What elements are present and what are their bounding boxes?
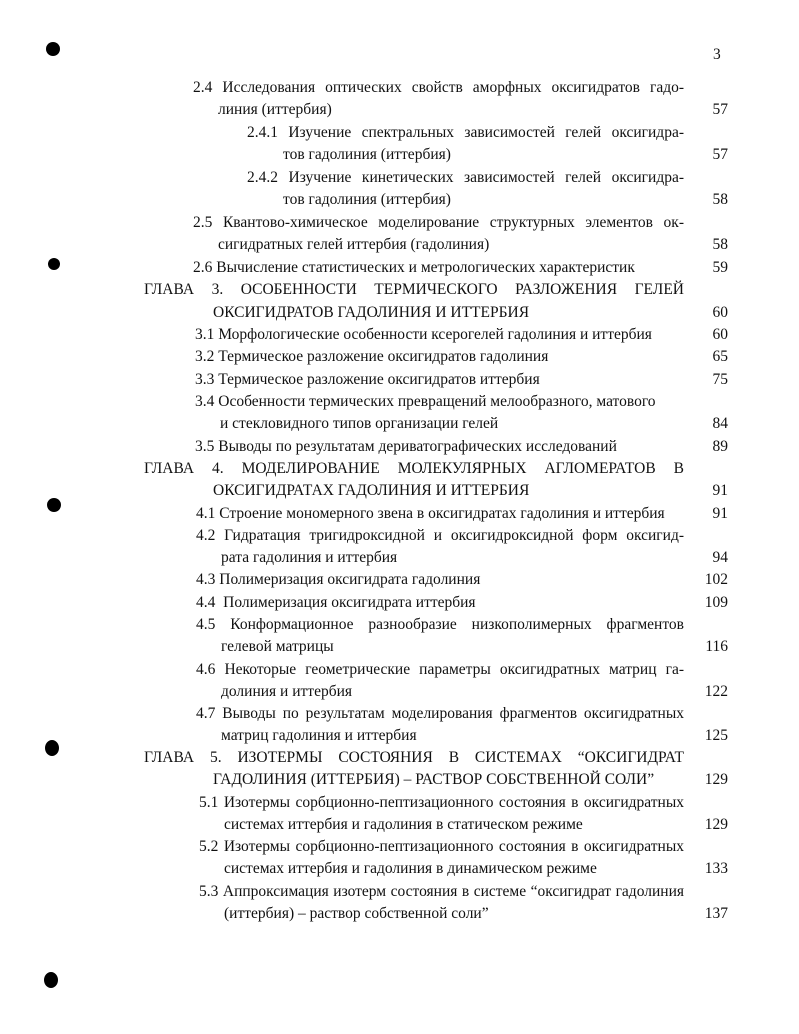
toc-entry-line: 3.2 Термическое разложение оксигидратов гадолиния bbox=[195, 348, 549, 365]
toc-chapter-line: ГЛАВА 4. МОДЕЛИРОВАНИЕ МОЛЕКУЛЯРНЫХ АГЛОМЕРАТОВ В bbox=[144, 460, 684, 477]
toc-entry-line: 5.3 Аппроксимация изотерм состояния в системе “оксигидрат гадолиния bbox=[199, 883, 684, 900]
toc-entry-line: и стекловидного типов организации гелей bbox=[220, 415, 499, 432]
toc-entry-line: 3.5 Выводы по результатам дериватографических исследований bbox=[195, 438, 617, 455]
toc-page-number: 75 bbox=[712, 371, 728, 388]
toc-entry-line: линия (иттербия) bbox=[218, 101, 332, 118]
toc-page-number: 109 bbox=[704, 594, 728, 611]
toc-entry-line: долиния и иттербия bbox=[221, 683, 353, 700]
toc-chapter-line: ГЛАВА 5. ИЗОТЕРМЫ СОСТОЯНИЯ В СИСТЕМАХ “ОКСИГИДРАТ bbox=[144, 749, 684, 766]
toc-chapter-line: ОКСИГИДРАТОВ ГАДОЛИНИЯ И ИТТЕРБИЯ bbox=[213, 304, 530, 321]
toc-entry-line: 5.2 Изотермы сорбционно-пептизационного состояния в оксигидратных bbox=[199, 838, 684, 855]
toc-page-number: 137 bbox=[704, 905, 728, 922]
toc-page-number: 94 bbox=[712, 549, 728, 566]
toc-page-number: 122 bbox=[704, 683, 728, 700]
toc-page-number: 60 bbox=[712, 304, 728, 321]
toc-page-number: 57 bbox=[712, 146, 728, 163]
toc-entry-line: 4.3 Полимеризация оксигидрата гадолиния bbox=[196, 571, 481, 588]
binding-hole-mark bbox=[45, 740, 59, 756]
toc-entry-line: (иттербия) – раствор собственной соли” bbox=[224, 905, 489, 922]
toc-page-number: 84 bbox=[712, 415, 728, 432]
toc-page-number: 58 bbox=[712, 191, 728, 208]
toc-entry-line: 4.7 Выводы по результатам моделирования фрагментов оксигидратных bbox=[196, 705, 684, 722]
toc-page-number: 102 bbox=[704, 571, 728, 588]
toc-entry-line: 3.4 Особенности термических превращений мелообразного, матового bbox=[195, 393, 656, 410]
toc-entry-line: 4.2 Гидратация тригидроксидной и оксигидроксидной форм оксигид- bbox=[196, 527, 684, 544]
toc-entry-line: 3.1 Морфологические особенности ксерогелей гадолиния и иттербия bbox=[195, 326, 652, 343]
toc-entry-line: 5.1 Изотермы сорбционно-пептизационного состояния в оксигидратных bbox=[199, 794, 684, 811]
toc-entry-line: 2.5 Квантово-химическое моделирование структурных элементов ок- bbox=[193, 214, 684, 231]
toc-page-number: 91 bbox=[712, 505, 728, 522]
toc-entry-line: 2.4 Исследования оптических свойств аморфных оксигидратов гадо- bbox=[193, 79, 684, 96]
toc-entry-line: тов гадолиния (иттербия) bbox=[283, 146, 451, 163]
toc-entry-line: системах иттербия и гадолиния в динамическом режиме bbox=[224, 860, 597, 877]
toc-page-number: 91 bbox=[712, 482, 728, 499]
page-number: 3 bbox=[713, 46, 721, 63]
toc-entry-line: рата гадолиния и иттербия bbox=[221, 549, 398, 566]
toc-entry-line: 2.4.2 Изучение кинетических зависимостей гелей оксигидра- bbox=[247, 169, 684, 186]
toc-page-number: 59 bbox=[712, 259, 728, 276]
toc-chapter-line: ГЛАВА 3. ОСОБЕННОСТИ ТЕРМИЧЕСКОГО РАЗЛОЖЕНИЯ ГЕЛЕЙ bbox=[144, 281, 684, 298]
toc-page-number: 89 bbox=[712, 438, 728, 455]
toc-entry-line: 4.5 Конформационное разнообразие низкополимерных фрагментов bbox=[196, 616, 684, 633]
binding-hole-mark bbox=[47, 498, 61, 512]
toc-entry-line: 4.1 Строение мономерного звена в оксигидратах гадолиния и иттербия bbox=[196, 505, 665, 522]
toc-page-number: 125 bbox=[704, 727, 728, 744]
toc-entry-line: 2.6 Вычисление статистических и метрологических характеристик bbox=[193, 259, 635, 276]
toc-page-number: 116 bbox=[705, 638, 728, 655]
toc-entry-line: 4.6 Некоторые геометрические параметры оксигидратных матриц га- bbox=[196, 661, 684, 678]
toc-entry-line: гелевой матрицы bbox=[221, 638, 334, 655]
toc-page-number: 58 bbox=[712, 236, 728, 253]
toc-page-number: 129 bbox=[704, 771, 728, 788]
toc-entry-line: тов гадолиния (иттербия) bbox=[283, 191, 451, 208]
toc-entry-line: 2.4.1 Изучение спектральных зависимостей гелей оксигидра- bbox=[247, 124, 684, 141]
toc-entry-line: системах иттербия и гадолиния в статическом режиме bbox=[224, 816, 583, 833]
toc-entry-line: 3.3 Термическое разложение оксигидратов иттербия bbox=[195, 371, 540, 388]
binding-hole-mark bbox=[44, 972, 58, 988]
toc-page-number: 57 bbox=[712, 101, 728, 118]
binding-hole-mark bbox=[48, 258, 60, 270]
toc-page-number: 65 bbox=[712, 348, 728, 365]
toc-page-number: 133 bbox=[704, 860, 728, 877]
toc-page-number: 129 bbox=[704, 816, 728, 833]
toc-entry-line: сигидратных гелей иттербия (гадолиния) bbox=[218, 236, 490, 253]
toc-chapter-line: ГАДОЛИНИЯ (ИТТЕРБИЯ) – РАСТВОР СОБСТВЕННОЙ СОЛИ” bbox=[213, 771, 655, 788]
toc-entry-line: матриц гадолиния и иттербия bbox=[221, 727, 417, 744]
toc-entry-line: 4.4 Полимеризация оксигидрата иттербия bbox=[196, 594, 476, 611]
toc-chapter-line: ОКСИГИДРАТАХ ГАДОЛИНИЯ И ИТТЕРБИЯ bbox=[213, 482, 530, 499]
binding-hole-mark bbox=[46, 42, 60, 56]
toc-page-number: 60 bbox=[712, 326, 728, 343]
